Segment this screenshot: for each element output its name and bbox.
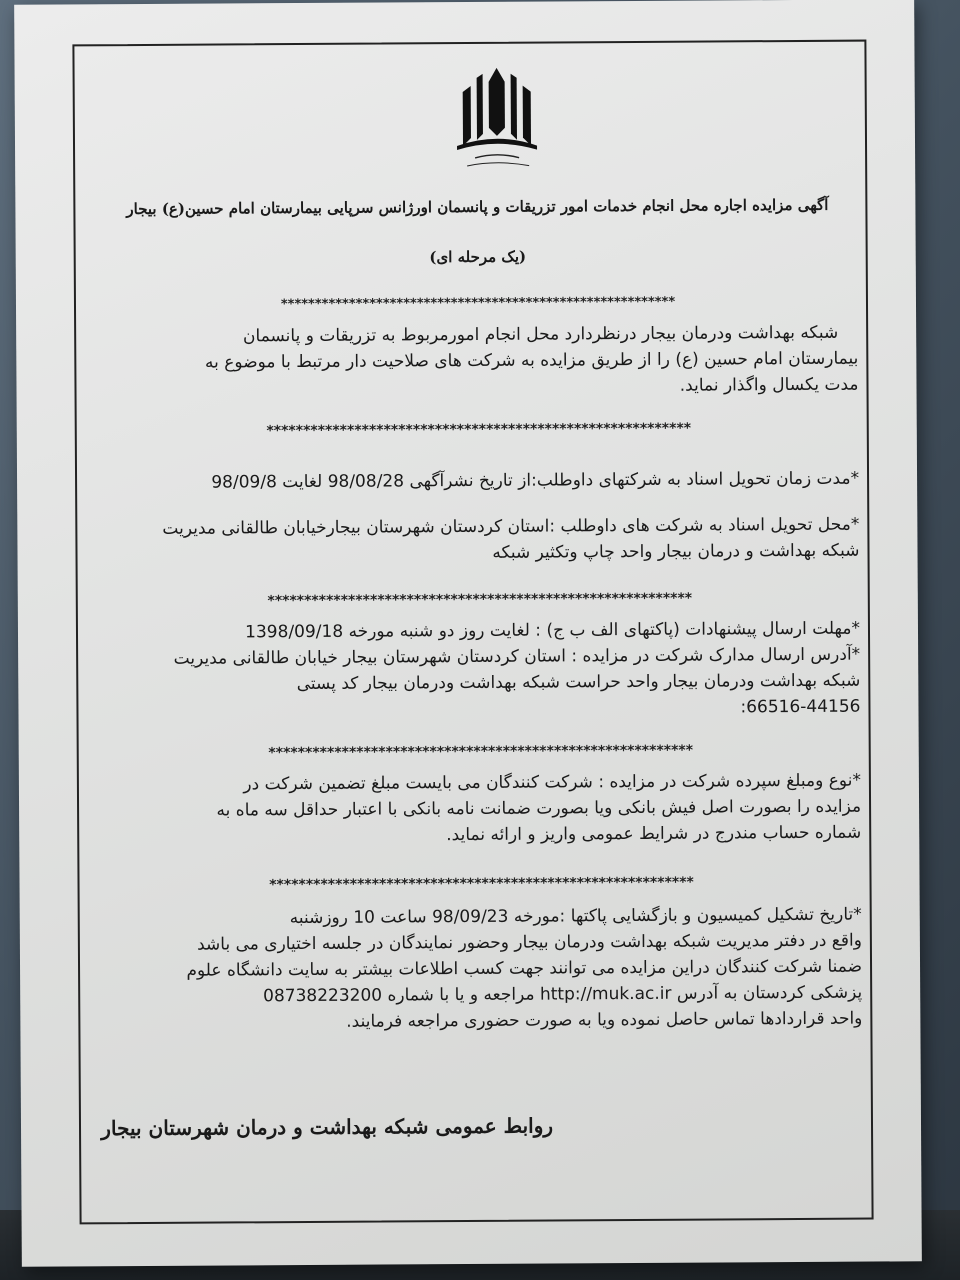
announcement-title: آگهی مزایده اجاره محل انجام خدمات امور تزریقات و پانسمان اورژانس سرپایی بیمارستان امام حسین(ع) بیجار xyxy=(126,195,829,219)
intro-line: مدت یکسال واگذار نماید. xyxy=(679,374,859,396)
delivery-place-line: *محل تحویل اسناد به شرکت های داوطلب :استان کردستان شهرستان بیجارخیابان طالقانی مدیریت xyxy=(162,514,860,539)
deposit-line: *نوع ومبلغ سپرده شرکت در مزایده : شرکت کنندگان می بایست مبلغ تضمین شرکت در xyxy=(243,770,861,795)
commission-line: ضمنا شرکت کنندگان دراین مزایده می توانند جهت کسب اطلاعات بیشتر به سایت دانشگاه علوم xyxy=(186,956,863,981)
commission-line: واحد قراردادها تماس حاصل نموده ویا به صورت حضوری مراجعه فرمایند. xyxy=(346,1008,863,1032)
signature: روابط عمومی شبکه بهداشت و درمان شهرستان بیجار xyxy=(101,1113,554,1141)
proposal-deadline: *مهلت ارسال پیشنهادات (پاکتهای الف ب ج) : لغایت روز دو شنبه مورخه 1398/09/18 xyxy=(245,618,861,643)
intro-line: بیمارستان امام حسین (ع) را از طریق مزایده به شرکت های صلاحیت دار مرتبط با موضوع به xyxy=(204,348,859,373)
deposit-line: شماره حساب مندرج در شرایط عمومی واریز و ارائه نماید. xyxy=(446,822,862,846)
separator: ********************************************************** xyxy=(266,420,692,440)
commission-line: واقع در دفتر مدیریت شبکه بهداشت ودرمان بیجار وحضور نمایندگان در جلسه اختیاری می باشد xyxy=(197,930,862,955)
delivery-period: *مدت زمان تحویل اسناد به شرکتهای داوطلب:از تاریخ نشرآگهی 98/08/28 لغایت 98/09/8 xyxy=(211,468,860,493)
announcement-subtitle: (یک مرحله ای) xyxy=(429,247,527,267)
deposit-line: مزایده را بصورت اصل فیش بانکی ویا بصورت ضمانت نامه بانکی با اعتبار حداقل سه ماه به xyxy=(216,796,862,821)
paper-sheet xyxy=(14,0,922,1267)
commission-line: *تاریخ تشکیل کمیسیون و بازگشایی پاکتها :مورخه 98/09/23 ساعت 10 روزشنبه xyxy=(289,904,862,929)
separator: ********************************************************** xyxy=(280,294,676,313)
delivery-place-line: شبکه بهداشت و درمان بیجار واحد چاپ وتکثیر شبکه xyxy=(492,540,860,563)
separator: ********************************************************** xyxy=(267,590,693,610)
university-logo-icon xyxy=(437,61,558,172)
commission-line-website: پزشکی کردستان به آدرس http://muk.ac.ir مراجعه و یا با شماره 08738223200 xyxy=(263,982,863,1007)
intro-line: شبکه بهداشت ودرمان بیجار درنظردارد محل انجام امورمربوط به تزریقات و پانسمان xyxy=(242,322,839,347)
postal-code: 66516-44156: xyxy=(740,696,861,718)
separator: ********************************************************** xyxy=(269,874,694,894)
announcement-document xyxy=(76,0,883,1204)
separator: ********************************************************** xyxy=(268,742,694,762)
address-line: *آدرس ارسال مدارک شرکت در مزایده : استان کردستان شهرستان بیجار خیابان طالقانی مدیریت xyxy=(173,644,861,669)
address-line: شبکه بهداشت ودرمان بیجار واحد حراست شبکه بهداشت ودرمان بیجار کد پستی xyxy=(296,670,861,695)
